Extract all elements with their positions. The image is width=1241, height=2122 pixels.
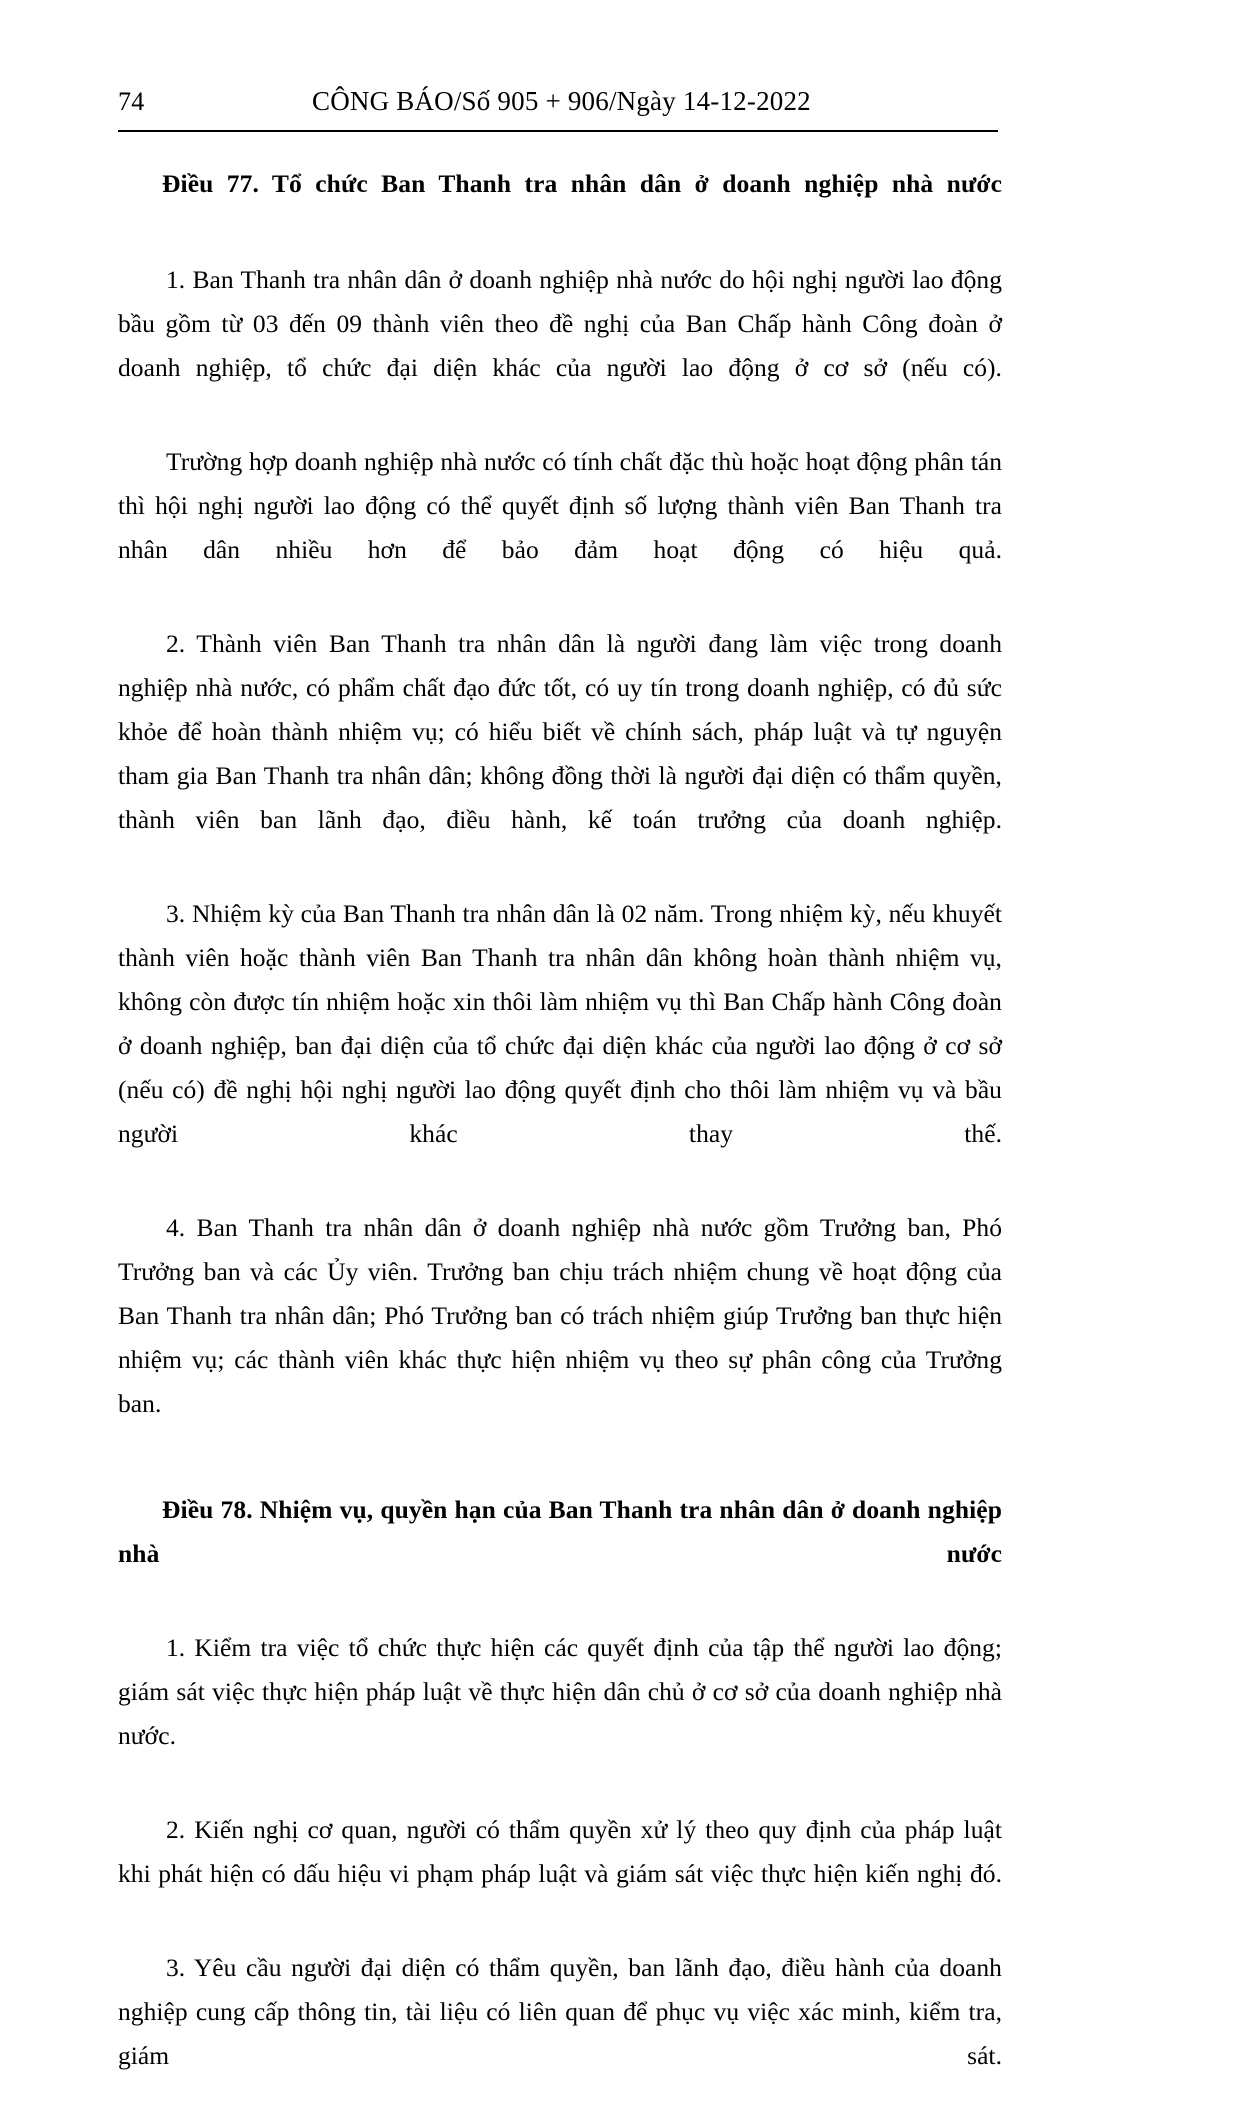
article-78-paragraph-1: 1. Kiểm tra việc tổ chức thực hiện các quyết định của tập thể người lao động; giám sát việc thực hiện pháp luật về thực hiện dân chủ ở cơ sở của doanh nghiệp nhà nước.: [118, 1633, 1002, 1750]
article-78-paragraph-2: 2. Kiến nghị cơ quan, người có thẩm quyền xử lý theo quy định của pháp luật khi phát hiện có dấu hiệu vi phạm pháp luật và giám sát việc thực hiện kiến nghị đó.: [118, 1815, 1002, 1888]
article-77-paragraph-1: 1. Ban Thanh tra nhân dân ở doanh nghiệp nhà nước do hội nghị người lao động bầu gồm từ 03 đến 09 thành viên theo đề nghị của Ban Chấp hành Công đoàn ở doanh nghiệp, tổ chức đại diện khác của người lao động ở cơ sở (nếu có).: [118, 265, 1002, 382]
article-77-paragraph-4: 3. Nhiệm kỳ của Ban Thanh tra nhân dân là 02 năm. Trong nhiệm kỳ, nếu khuyết thành viên hoặc thành viên Ban Thanh tra nhân dân không hoàn thành nhiệm vụ, không còn được tín nhiệm hoặc xin thôi làm nhiệm vụ thì Ban Chấp hành Công đoàn ở doanh nghiệp, ban đại diện của tổ chức đại diện khác của người lao động ở cơ sở (nếu có) đề nghị hội nghị người lao động quyết định cho thôi làm nhiệm vụ và bầu người khác thay thế.: [118, 899, 1002, 1148]
running-header: [118, 86, 998, 126]
article-77-paragraph-3: 2. Thành viên Ban Thanh tra nhân dân là người đang làm việc trong doanh nghiệp nhà nước, có phẩm chất đạo đức tốt, có uy tín trong doanh nghiệp, có đủ sức khỏe để hoàn thành nhiệm vụ; có hiểu biết về chính sách, pháp luật và tự nguyện tham gia Ban Thanh tra nhân dân; không đồng thời là người đại diện có thẩm quyền, thành viên ban lãnh đạo, điều hành, kế toán trưởng của doanh nghiệp.: [118, 629, 1002, 834]
article-77-paragraph-5: 4. Ban Thanh tra nhân dân ở doanh nghiệp nhà nước gồm Trưởng ban, Phó Trưởng ban và các Ủy viên. Trưởng ban chịu trách nhiệm chung về hoạt động của Ban Thanh tra nhân dân; Phó Trưởng ban có trách nhiệm giúp Trưởng ban thực hiện nhiệm vụ; các thành viên khác thực hiện nhiệm vụ theo sự phân công của Trưởng ban.: [118, 1213, 1002, 1418]
article-77-paragraph-2: Trường hợp doanh nghiệp nhà nước có tính chất đặc thù hoặc hoạt động phân tán thì hội nghị người lao động có thể quyết định số lượng thành viên Ban Thanh tra nhân dân nhiều hơn để bảo đảm hoạt động có hiệu quả.: [118, 447, 1002, 564]
page-number: 74: [118, 87, 145, 116]
header-title: CÔNG BÁO/Số 905 + 906/Ngày 14-12-2022: [312, 86, 811, 116]
document-body: [118, 152, 1002, 2122]
article-78-paragraph-3: 3. Yêu cầu người đại diện có thẩm quyền, ban lãnh đạo, điều hành của doanh nghiệp cung cấp thông tin, tài liệu có liên quan để phục vụ việc xác minh, kiểm tra, giám sát.: [118, 1953, 1002, 2070]
article-heading-78: Điều 78. Nhiệm vụ, quyền hạn của Ban Thanh tra nhân dân ở doanh nghiệp nhà nước: [118, 1495, 1002, 1568]
article-heading-77: Điều 77. Tổ chức Ban Thanh tra nhân dân ở doanh nghiệp nhà nước: [162, 169, 1002, 198]
header-divider: [118, 130, 998, 132]
